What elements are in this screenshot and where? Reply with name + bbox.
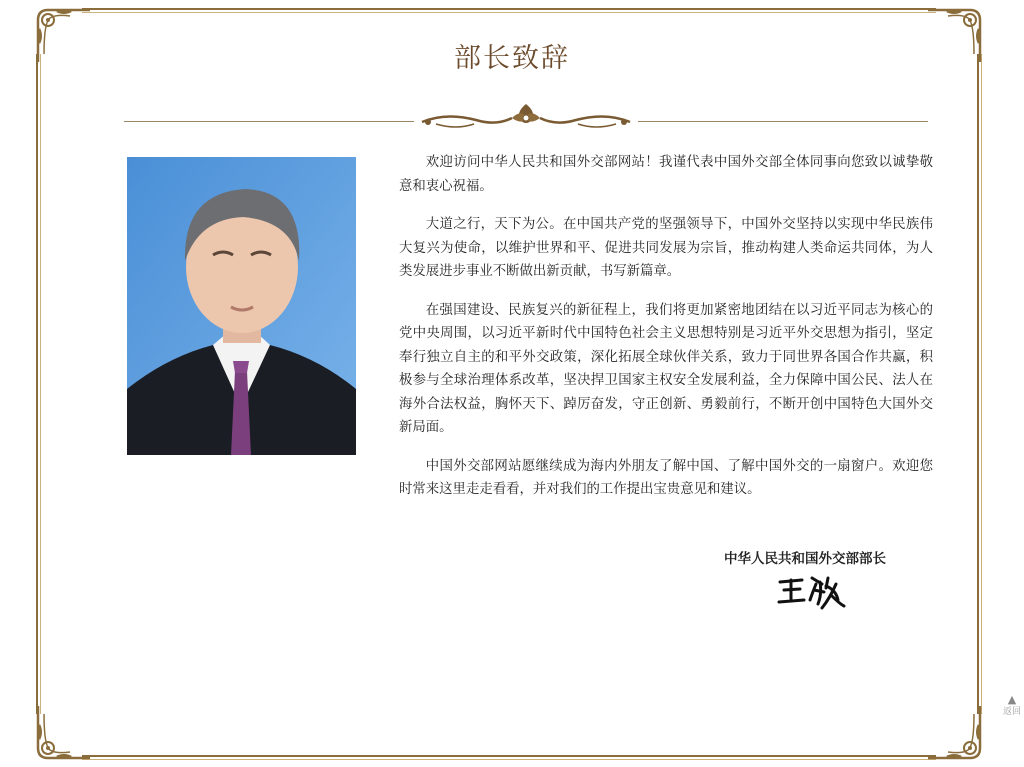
title-divider xyxy=(124,100,928,134)
letter-paragraph: 欢迎访问中华人民共和国外交部网站！我谨代表中国外交部全体同事向您致以诚挚敬意和衷心祝福。 xyxy=(399,155,933,194)
portrait-image xyxy=(127,157,356,455)
letter-paragraph: 在强国建设、民族复兴的新征程上，我们将更加紧密地团结在以习近平同志为核心的党中央周围，以习近平新时代中国特色社会主义思想特别是习近平外交思想为指引，坚定奉行独立自主的和平外交政策，深化拓展全球伙伴关系，致力于同世界各国合作共赢，积极参与全球治理体系改革，坚决捍卫国家主权安全发展利益，全力保障中国公民、法人在海外合法权益，胸怀天下、踔厉奋发，守正创新、勇毅前行，不断开创中国特色大国外交新局面。 xyxy=(399,302,933,435)
frame-right-border xyxy=(977,54,982,714)
page-title: 部长致辞 xyxy=(454,43,570,74)
back-to-top-label: 返回 xyxy=(1002,707,1021,717)
arrow-up-icon: ▲ xyxy=(1007,693,1017,706)
signature-image xyxy=(776,570,846,612)
letter-paragraph: 中国外交部网站愿继续成为海内外朋友了解中国、了解中国外交的一扇窗户。欢迎您时常来这里走走看看，并对我们的工作提出宝贵意见和建议。 xyxy=(399,458,933,497)
flourish-ornament-icon xyxy=(416,100,636,134)
frame-top-border xyxy=(82,8,936,13)
divider-rule-left xyxy=(124,121,414,122)
handwritten-signature xyxy=(776,570,846,612)
corner-ornament-icon xyxy=(926,704,988,766)
minister-letter xyxy=(399,151,933,517)
divider-rule-right xyxy=(638,121,928,122)
frame-left-border xyxy=(36,54,41,714)
minister-portrait xyxy=(127,157,356,455)
signature-title: 中华人民共和国外交部部长 xyxy=(724,551,886,567)
frame-bottom-border xyxy=(82,755,936,760)
letter-paragraph: 大道之行，天下为公。在中国共产党的坚强领导下，中国外交坚持以实现中华民族伟大复兴为使命，以维护世界和平、促进共同发展为宗旨，推动构建人类命运共同体，为人类发展进步事业不断做出新贡献，书写新篇章。 xyxy=(399,217,933,279)
back-to-top-button[interactable] xyxy=(1000,694,1024,726)
corner-ornament-icon xyxy=(30,704,92,766)
